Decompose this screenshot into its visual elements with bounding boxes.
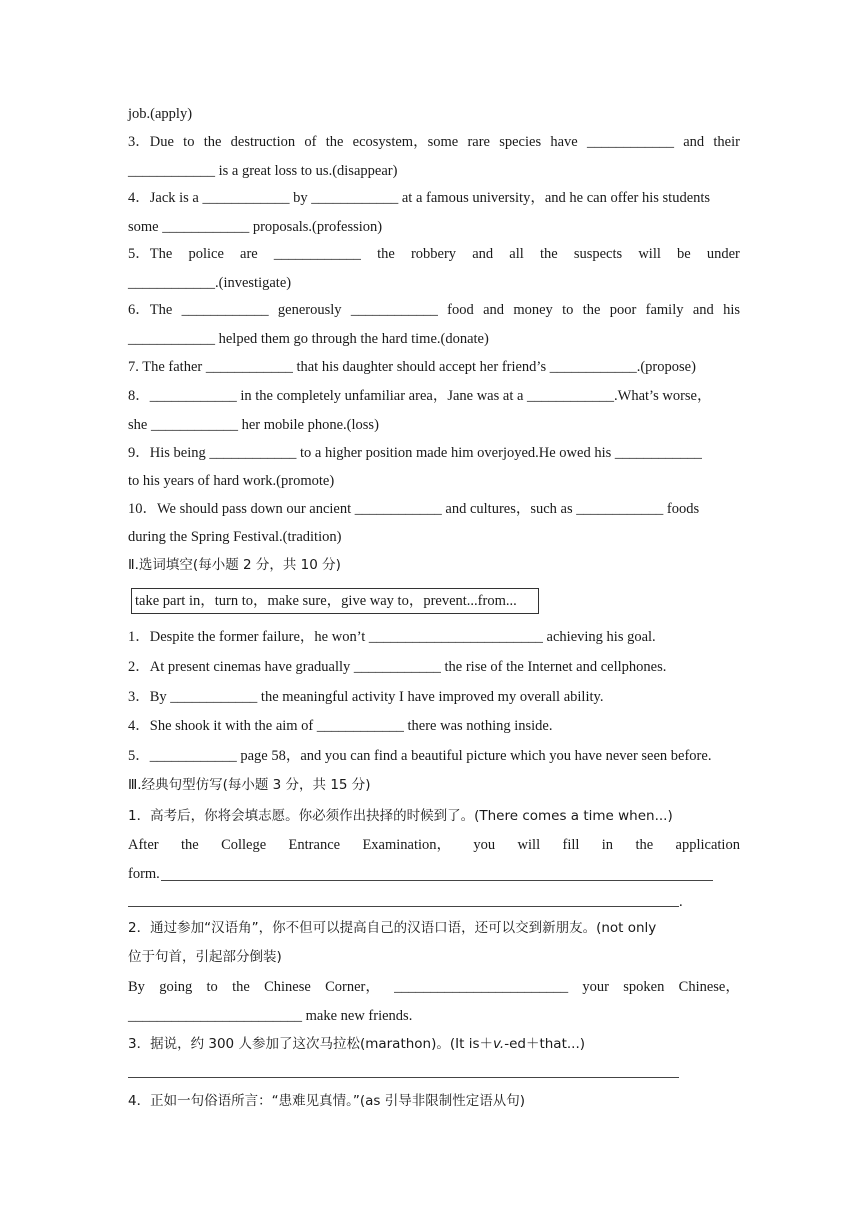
part3-q2-chinese-line-1: 2．通过参加“汉语角”，你不但可以提高自己的汉语口语，还可以交到新朋友。(not only xyxy=(128,920,657,936)
part2-item-4: 4．She shook it with the aim of ____________ there was nothing inside. xyxy=(128,718,553,734)
word-bank-box: take part in，turn to，make sure，give way to，prevent...from... xyxy=(131,588,539,614)
question-10-line-2: during the Spring Festival.(tradition) xyxy=(128,529,342,545)
part2-item-1: 1．Despite the former failure，he won’t ________________________ achieving his goal. xyxy=(128,629,656,645)
part1-line-job-apply: job.(apply) xyxy=(128,106,193,122)
question-3-line-2: ____________ is a great loss to us.(disappear) xyxy=(128,163,398,179)
answer-line xyxy=(128,1077,679,1078)
answer-line xyxy=(161,880,713,881)
part3-q2-english-line-2: ________________________ make new friends. xyxy=(128,1008,413,1024)
question-5-line-1: 5．The police are ____________ the robbery and all the suspects will be under xyxy=(128,246,740,262)
question-5-line-2: ____________.(investigate) xyxy=(128,275,292,291)
question-8-line-2: she ____________ her mobile phone.(loss) xyxy=(128,417,379,433)
part3-q2-chinese-line-2: 位于句首，引起部分倒装) xyxy=(128,949,282,965)
part3-q2-english-line-1: By going to the Chinese Corner， ________________________ your spoken Chinese， xyxy=(128,979,740,995)
part3-q4-chinese: 4．正如一句俗语所言：“患难见真情。”(as 引导非限制性定语从句) xyxy=(128,1093,525,1109)
part2-item-3: 3．By ____________ the meaningful activity I have improved my overall ability. xyxy=(128,689,604,705)
part3-q1-english-line: After the College Entrance Examination， you will fill in the application xyxy=(128,837,740,853)
question-8-line-1: 8．____________ in the completely unfamiliar area，Jane was at a ____________.What’s worse， xyxy=(128,388,712,404)
part2-item-5: 5．____________ page 58，and you can find a beautiful picture which you have never seen before. xyxy=(128,748,712,764)
italic-v: v. xyxy=(493,1036,505,1052)
question-9-line-1: 9．His being ____________ to a higher position made him overjoyed.He owed his ____________ xyxy=(128,445,702,461)
question-4-line-1: 4．Jack is a ____________ by ____________ at a famous university，and he can offer his students xyxy=(128,190,711,206)
question-6-line-2: ____________ helped them go through the hard time.(donate) xyxy=(128,331,489,347)
part3-q3-chinese: 3．据说，约 300 人参加了这次马拉松(marathon)。(It is＋v.-ed＋that...) xyxy=(128,1036,586,1052)
question-3-line-1: 3．Due to the destruction of the ecosystem，some rare species have ____________ and their xyxy=(128,134,740,150)
answer-line xyxy=(128,906,679,907)
question-6-line-1: 6．The ____________ generously ____________ food and money to the poor family and his xyxy=(128,302,740,318)
question-7: 7. The father ____________ that his daughter should accept her friend’s ____________.(propose) xyxy=(128,359,696,375)
answer-period: . xyxy=(679,894,683,910)
section-2-title: Ⅱ.选词填空(每小题 2 分，共 10 分) xyxy=(128,557,341,573)
part3-q1-chinese: 1．高考后，你将会填志愿。你必须作出抉择的时候到了。(There comes a time when...) xyxy=(128,808,673,824)
section-3-title: Ⅲ.经典句型仿写(每小题 3 分，共 15 分) xyxy=(128,777,371,793)
question-9-line-2: to his years of hard work.(promote) xyxy=(128,473,335,489)
part2-item-2: 2．At present cinemas have gradually ____________ the rise of the Internet and cellphones. xyxy=(128,659,667,675)
question-10-line-1: 10．We should pass down our ancient ____________ and cultures，such as ____________ foods xyxy=(128,501,700,517)
part3-q1-form-label: form. xyxy=(128,866,160,882)
question-4-line-2: some ____________ proposals.(profession) xyxy=(128,219,383,235)
